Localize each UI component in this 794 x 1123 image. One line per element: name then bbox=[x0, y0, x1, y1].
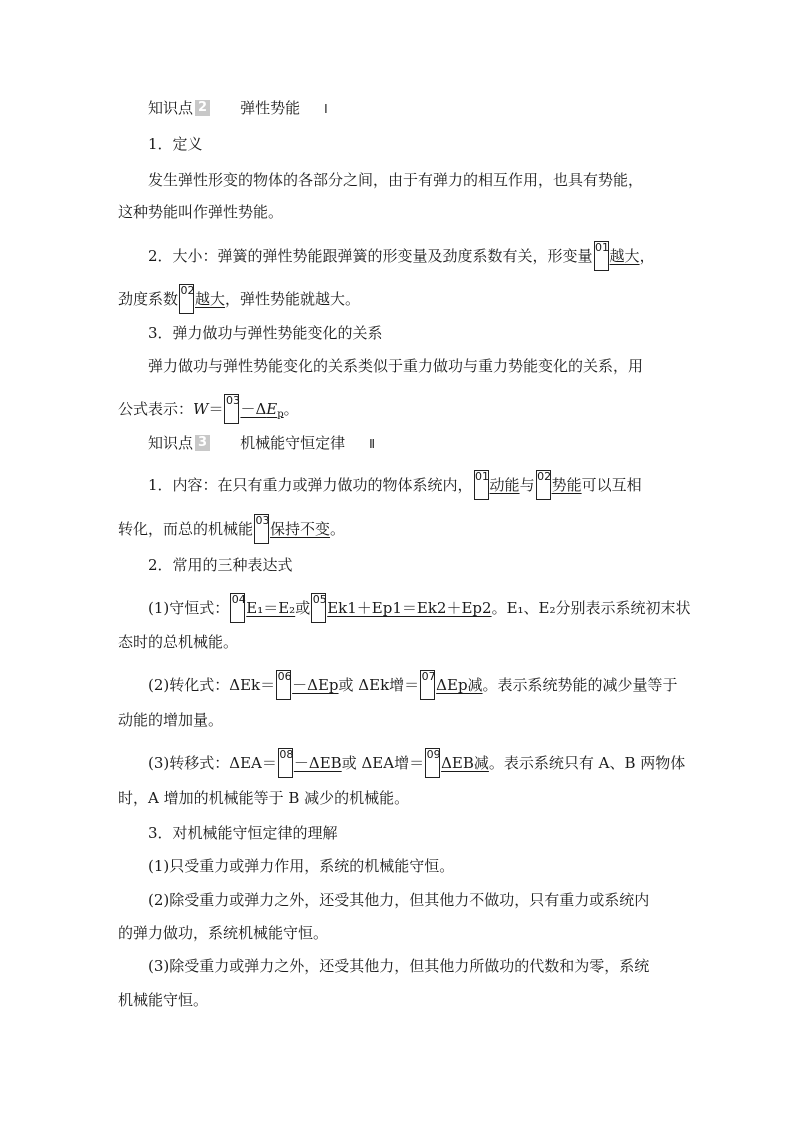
section-level: Ⅰ bbox=[324, 102, 328, 116]
section-number-badge: 2 bbox=[195, 100, 210, 116]
content-line1 bbox=[148, 470, 642, 500]
conservation-form-line1 bbox=[148, 593, 691, 623]
answer-e1-eq-e2: E₁＝E₂ bbox=[246, 599, 296, 617]
blank-box-03: 03 bbox=[254, 514, 269, 544]
section-number-badge: 3 bbox=[195, 435, 210, 451]
answer-neg-delta-ep: －ΔEp bbox=[292, 676, 339, 694]
form2-or: 或 ΔEk增＝ bbox=[338, 676, 420, 694]
work-symbol: W bbox=[193, 400, 209, 418]
form3-prefix: (3)转移式：ΔEA＝ bbox=[148, 754, 277, 772]
definition-text-line1: 发生弹性形变的物体的各部分之间，由于有弹力的相互作用，也具有势能， bbox=[148, 171, 644, 189]
understanding-item-3-line2: 机械能守恒。 bbox=[118, 991, 209, 1009]
understanding-heading: 3．对机械能守恒定律的理解 bbox=[148, 824, 338, 842]
period: 。 bbox=[283, 400, 299, 418]
definition-text-line2: 这种势能叫作弹性势能。 bbox=[118, 203, 284, 221]
form1-prefix: (1)守恒式： bbox=[148, 599, 230, 617]
form1-or: 或 bbox=[295, 599, 311, 617]
transfer-form-line2: 时，A 增加的机械能等于 B 减少的机械能。 bbox=[118, 789, 410, 807]
equals: ＝ bbox=[208, 400, 224, 418]
blank-box-08: 08 bbox=[278, 748, 293, 778]
section-prefix: 知识点 bbox=[148, 434, 194, 452]
content-and: 与 bbox=[519, 476, 535, 494]
blank-box-06: 06 bbox=[276, 670, 291, 700]
size-text: 2．大小：弹簧的弹性势能跟弹簧的形变量及劲度系数有关，形变量 bbox=[148, 247, 593, 265]
section-level: Ⅱ bbox=[369, 437, 375, 451]
relation-heading: 3．弹力做功与弹性势能变化的关系 bbox=[148, 324, 383, 342]
understanding-item-1: (1)只受重力或弹力作用，系统的机械能守恒。 bbox=[148, 857, 455, 875]
content-text-2: 转化，而总的机械能 bbox=[118, 520, 254, 538]
understanding-item-2-line1: (2)除受重力或弹力之外，还受其他力，但其他力不做功，只有重力或系统内 bbox=[148, 891, 650, 909]
blank-box-01: 01 bbox=[474, 470, 489, 500]
answer-neg-delta-eb: －ΔEB bbox=[293, 754, 342, 772]
blank-box-09: 09 bbox=[425, 748, 440, 778]
blank-box-05: 05 bbox=[311, 593, 326, 623]
blank-box-07: 07 bbox=[420, 670, 435, 700]
size-text-end: ，弹性势能就越大。 bbox=[225, 290, 361, 308]
blank-box-03: 03 bbox=[224, 394, 239, 424]
blank-box-02: 02 bbox=[179, 284, 194, 314]
size-comma: ， bbox=[639, 247, 655, 265]
relation-formula-line bbox=[118, 394, 299, 425]
content-text: 1．内容：在只有重力或弹力做功的物体系统内， bbox=[148, 476, 473, 494]
answer-kinetic: 动能 bbox=[489, 476, 520, 494]
size-paragraph-line2 bbox=[118, 284, 360, 314]
content-line2 bbox=[118, 514, 345, 544]
form3-text-end: 。表示系统只有 A、B 两物体 bbox=[488, 754, 686, 772]
understanding-item-3-line1: (3)除受重力或弹力之外，还受其他力，但其他力所做功的代数和为零，系统 bbox=[148, 957, 650, 975]
answer-energy-sum: Ek1＋Ep1＝Ek2＋Ep2 bbox=[327, 599, 492, 617]
section-title: 弹性势能 bbox=[240, 99, 301, 117]
understanding-item-2-line2: 的弹力做功，系统机械能守恒。 bbox=[118, 924, 329, 942]
answer-neg-delta-ep: $-\Delta E_p$ bbox=[240, 400, 284, 420]
relation-text-line1: 弹力做功与弹性势能变化的关系类似于重力做功与重力势能变化的关系，用 bbox=[148, 357, 644, 375]
form2-text-end: 。表示系统势能的减少量等于 bbox=[482, 676, 678, 694]
answer-potential: 势能 bbox=[551, 476, 582, 494]
blank-box-04: 04 bbox=[230, 593, 245, 623]
blank-box-01: 01 bbox=[594, 241, 609, 271]
conservation-form-line2: 态时的总机械能。 bbox=[118, 633, 239, 651]
answer-delta-eb-dec: ΔEB减 bbox=[441, 754, 489, 772]
answer-delta-ep-dec: ΔEp减 bbox=[436, 676, 483, 694]
transfer-form-line1 bbox=[148, 748, 685, 778]
section-header-2 bbox=[148, 98, 328, 119]
conversion-form-line2: 动能的增加量。 bbox=[118, 711, 224, 729]
size-paragraph-line1 bbox=[148, 241, 655, 271]
definition-heading: 1．定义 bbox=[148, 135, 203, 153]
form2-prefix: (2)转化式：ΔEk＝ bbox=[148, 676, 276, 694]
form3-or: 或 ΔEA增＝ bbox=[341, 754, 425, 772]
period: 。 bbox=[330, 520, 346, 538]
answer-bigger-2: 越大 bbox=[195, 290, 226, 308]
forms-heading: 2．常用的三种表达式 bbox=[148, 556, 293, 574]
form1-text-end: 。E₁、E₂分别表示系统初末状 bbox=[491, 599, 691, 617]
section-prefix: 知识点 bbox=[148, 99, 194, 117]
blank-box-02: 02 bbox=[536, 470, 551, 500]
answer-bigger-1: 越大 bbox=[609, 247, 640, 265]
conversion-form-line1 bbox=[148, 670, 678, 700]
section-header-3 bbox=[148, 433, 375, 454]
answer-unchanged: 保持不变 bbox=[270, 520, 331, 538]
size-text-2: 劲度系数 bbox=[118, 290, 179, 308]
content-text-end: 可以互相 bbox=[581, 476, 642, 494]
relation-prefix: 公式表示： bbox=[118, 400, 194, 418]
section-title: 机械能守恒定律 bbox=[240, 434, 346, 452]
